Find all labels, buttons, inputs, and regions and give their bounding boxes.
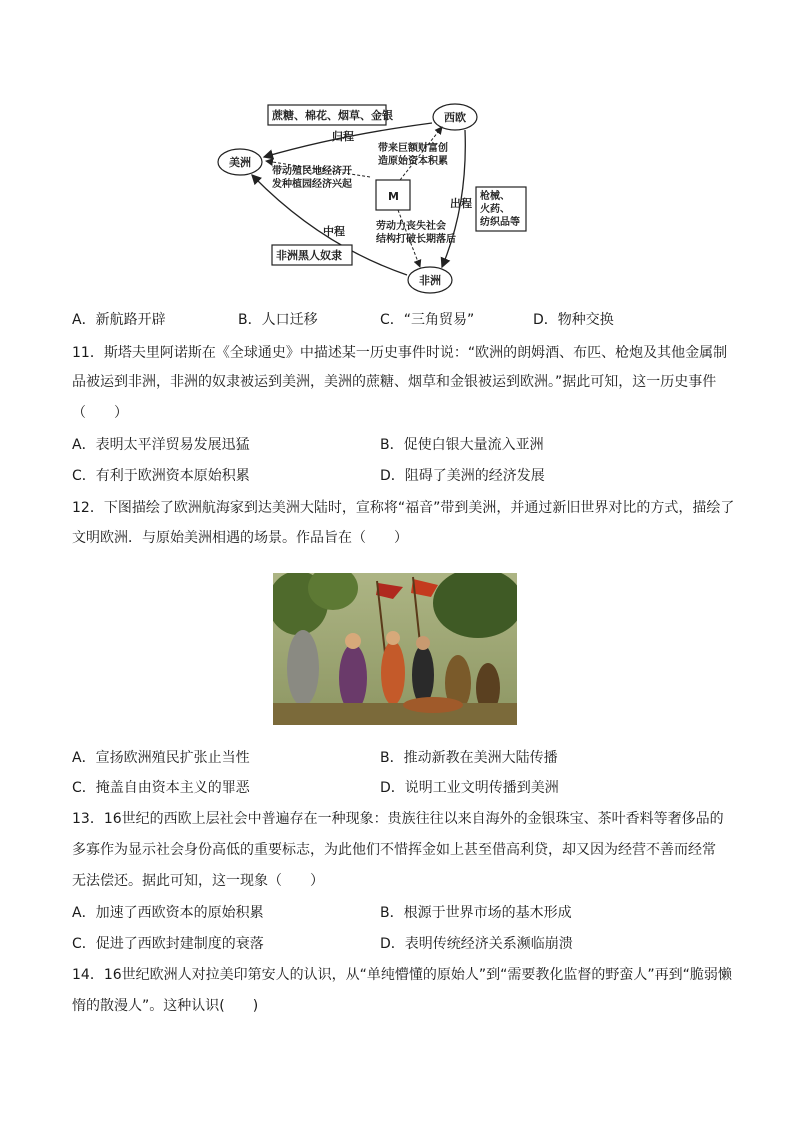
q13-stem-line1: 13．16世纪的西欧上层社会中普遍存在一种现象：贵族往往以来自海外的金银珠宝、茶叶香料等奢侈品的	[72, 811, 724, 827]
europe-effect-line2: 造原始资本积累	[378, 156, 448, 167]
q10-option-c: C．“三角贸易”	[380, 312, 475, 328]
outbound-route-label: 出程	[450, 197, 472, 210]
q10-option-d: D．物种交换	[533, 312, 614, 328]
q13-option-b: B．根源于世界市场的基木形成	[380, 905, 572, 921]
q11-option-a: A．表明太平洋贸易发展迅猛	[72, 437, 250, 453]
q12-option-d: D．说明工业文明传播到美洲	[380, 780, 559, 796]
americas-effect-line1: 带动殖民地经济开	[272, 166, 352, 177]
q11-stem-line2: 品被运到非洲，非洲的奴隶被运到美洲，美洲的蔗糖、烟草和金银被运到欧洲。”据此可知，这一历史事件	[72, 374, 717, 390]
q13-option-c: C．促进了西欧封建制度的衰落	[72, 936, 264, 952]
africa-effect-line2: 结构打破长期落后	[376, 234, 456, 245]
americas-effect-line2: 发种植园经济兴起	[272, 179, 352, 190]
q13-stem-line2: 多寡作为显示社会身份高低的重要标志，为此他们不惜挥金如上甚至借高利贷，却又因为经营不善而经常	[72, 842, 716, 858]
node-west-europe-label: 西欧	[444, 111, 466, 124]
q12-option-a: A．宣扬欧洲殖民扩张止当性	[72, 750, 250, 766]
africa-effect-line1: 劳动力丧失社会	[376, 221, 446, 232]
q13-option-d: D．表明传统经济关系濒临崩溃	[380, 936, 573, 952]
goods-box-right-line2: 火药、	[480, 204, 510, 215]
europe-effect-line1: 带来巨额财富创	[378, 143, 448, 154]
return-route-label: 归程	[332, 130, 354, 143]
triangle-trade-diagram	[210, 95, 540, 295]
q11-option-b: B．促使白银大量流入亚洲	[380, 437, 544, 453]
middle-passage-label: 中程	[323, 225, 345, 238]
goods-box-right-line3: 纺织品等	[480, 217, 520, 228]
q12-option-b: B．推动新教在美洲大陆传播	[380, 750, 558, 766]
q13-stem-line3: 无法偿还。据此可知，这一现象（ ）	[72, 873, 324, 889]
q12-option-c: C．掩盖自由资本主义的罪恶	[72, 780, 250, 796]
goods-box-top-text: 蔗糖、棉花、烟草、金银	[272, 109, 393, 122]
node-americas-label: 美洲	[229, 156, 251, 169]
q11-stem-line1: 11．斯塔夫里阿诺斯在《全球通史》中描述某一历史事件时说：“欧洲的朗姆酒、布匹、枪炮及其他金属制	[72, 345, 728, 361]
q10-option-a: A．新航路开辟	[72, 312, 166, 328]
q14-stem-line2: 惰的散漫人”。这种认识( )	[72, 998, 259, 1014]
m-box-label: M	[388, 190, 399, 203]
slaves-box-text: 非洲黑人奴隶	[276, 249, 342, 262]
q12-stem-line1: 12．下图描绘了欧洲航海家到达美洲大陆时，宣称将“福音”带到美洲，并通过新旧世界对比的方式，描绘了	[72, 500, 735, 516]
q12-stem-line2: 文明欧洲．与原始美洲相遇的场景。作品旨在（ ）	[72, 530, 408, 546]
columbus-landing-painting	[273, 573, 517, 725]
goods-box-right-line1: 枪械、	[480, 191, 510, 202]
q13-option-a: A．加速了西欧资本的原始积累	[72, 905, 264, 921]
q11-option-d: D．阻碍了美洲的经济发展	[380, 468, 545, 484]
q11-stem-line3: （ ）	[72, 405, 128, 421]
q14-stem-line1: 14．16世纪欧洲人对拉美印第安人的认识，从“单纯懵懂的原始人”到“需要教化监督的野蛮人”再到“脆弱懒	[72, 967, 732, 983]
node-africa-label: 非洲	[419, 274, 441, 287]
q11-option-c: C．有利于欧洲资本原始积累	[72, 468, 250, 484]
q10-option-b: B．人口迁移	[238, 312, 318, 328]
